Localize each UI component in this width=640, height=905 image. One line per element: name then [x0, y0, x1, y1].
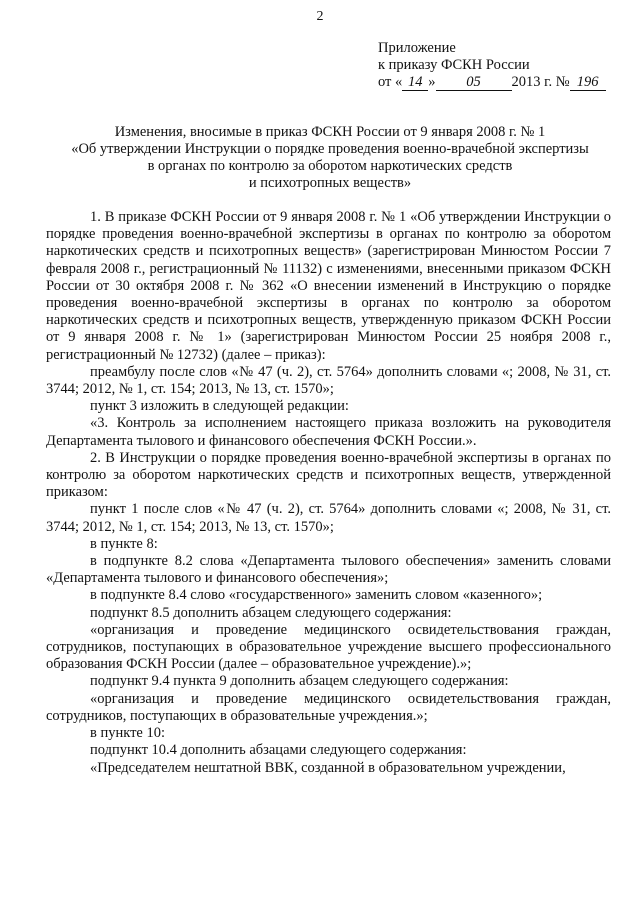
paragraph: в подпункте 8.4 слово «государственного» заменить словом «казенного»; [90, 587, 543, 604]
paragraph: 1. В приказе ФСКН России от 9 января 2008 г. № 1 «Об утверждении Инструкции о порядке проведения военно-врачебной экспертизы в органах по контролю за оборотом наркотических средств и психотропных веществ» (зарегистрирован Минюстом России 7 февраля 2008 г., регистрационный № 11132) с изменениями, внесенными приказом ФСКН России от 30 октября 2008 г. № 362 «О внесении изменений в Инструкцию о порядке проведения военно-врачебной экспертизы в органах по контролю за оборотом наркотических средств и психотропных веществ, утвержденную приказом ФСКН России от 9 января 2008 г. № 1» (зарегистрирован Минюстом России 25 ноября 2008 г., регистрационный № 12732) (далее – приказ): [46, 209, 611, 363]
title-line: «Об утверждении Инструкции о порядке проведения военно-врачебной экспертизы [71, 141, 589, 157]
paragraph: «организация и проведение медицинского освидетельствования граждан, сотрудников, поступающих в образовательное учреждение высшего профессионального образования ФСКН России (далее – образовательное учреждение).»; [46, 621, 611, 673]
paragraph: в пункте 10: [90, 725, 166, 742]
date-month-field: 05 [436, 75, 512, 91]
order-number-field: 196 [570, 75, 606, 91]
paragraph: 2. В Инструкции о порядке проведения военно-врачебной экспертизы в органах по контролю за оборотом наркотических средств и психотропных веществ, утвержденной приказом: [46, 449, 611, 501]
paragraph: в пункте 8: [90, 535, 158, 552]
date-prefix: от « [378, 74, 403, 90]
appendix-label: Приложение [378, 40, 456, 56]
paragraph: подпункт 8.5 дополнить абзацем следующего содержания: [90, 604, 452, 621]
paragraph: в подпункте 8.2 слова «Департамента тылового обеспечения» заменить словами «Департамента тылового и финансового обеспечения»; [46, 553, 611, 587]
paragraph: преамбулу после слов «№ 47 (ч. 2), ст. 5764» дополнить словами «; 2008, № 31, ст. 3744; 2012, № 1, ст. 154; 2013, № 13, ст. 1570»; [46, 363, 611, 398]
paragraph: «Председателем нештатной ВВК, созданной в образовательном учреждении, [90, 759, 566, 776]
title-line: в органах по контролю за оборотом наркотических средств [147, 158, 513, 174]
paragraph: подпункт 9.4 пункта 9 дополнить абзацем следующего содержания: [90, 673, 509, 690]
paragraph: подпункт 10.4 дополнить абзацами следующего содержания: [90, 742, 467, 759]
appendix-header [378, 40, 606, 91]
date-day-field: 14 [402, 75, 428, 91]
paragraph: «3. Контроль за исполнением настоящего приказа возложить на руководителя Департамента тылового и финансового обеспечения ФСКН России.». [46, 415, 611, 449]
appendix-order-ref: к приказу ФСКН России [378, 57, 530, 73]
page-number: 2 [316, 9, 324, 24]
title-line: и психотропных веществ» [248, 175, 412, 191]
paragraph: «организация и проведение медицинского освидетельствования граждан, сотрудников, поступающих в образовательные учреждения.»; [46, 690, 611, 724]
title-line: Изменения, вносимые в приказ ФСКН России от 9 января 2008 г. № 1 [114, 124, 546, 140]
document-title [40, 124, 620, 192]
date-year-text: 2013 г. № [511, 74, 570, 90]
date-day-close: » [428, 74, 436, 90]
document-body [46, 209, 611, 777]
paragraph: пункт 1 после слов «№ 47 (ч. 2), ст. 5764» дополнить словами «; 2008, № 31, ст. 3744; 2012, № 1, ст. 154; 2013, № 13, ст. 1570»; [46, 501, 611, 535]
paragraph: пункт 3 изложить в следующей редакции: [90, 398, 349, 415]
appendix-date-line [378, 74, 606, 91]
